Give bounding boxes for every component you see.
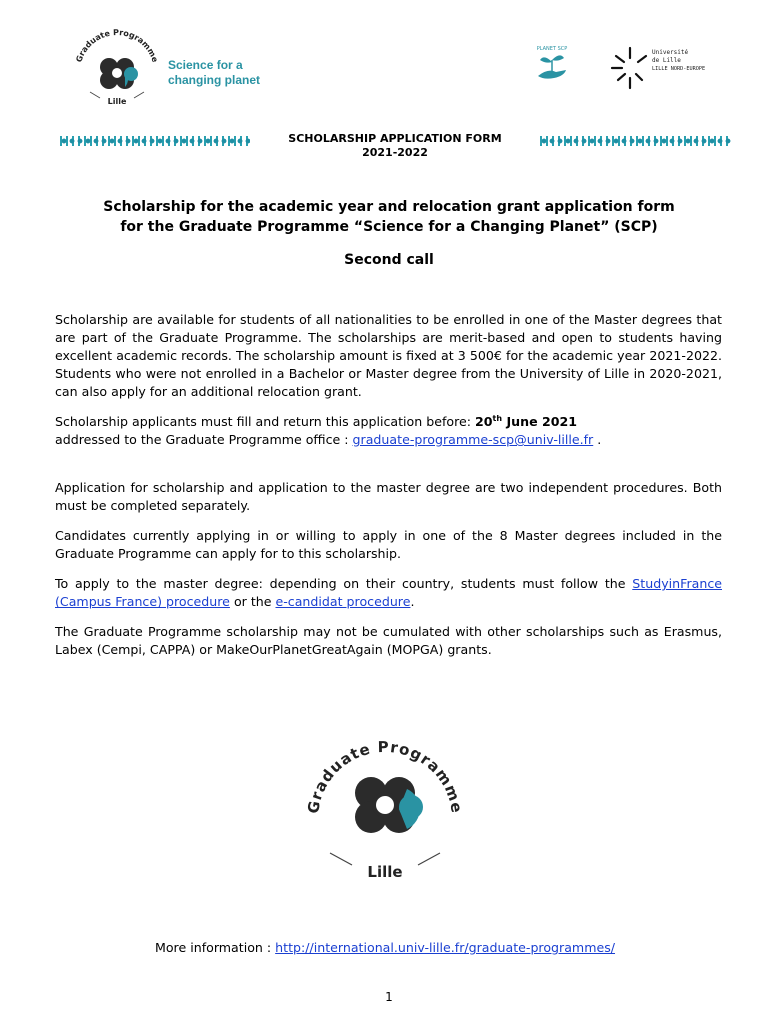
tagline-line2: changing planet	[168, 73, 261, 87]
paragraph-independent-procedures: Application for scholarship and application to the master degree are two independent procedures. Both must be completed separately.	[55, 480, 722, 514]
more-information	[0, 939, 770, 957]
page-subtitle: Second call	[344, 252, 434, 268]
graduate-programme-emblem-icon	[70, 28, 164, 108]
paragraph-eligibility: Scholarship are available for students of all nationalities to be enrolled in one of the Master degrees that are part of the Graduate Programme. The scholarships are merit-based and open to students having excellent academic records. The scholarship amount is fixed at 3 500€ for the academic year 2021-2022. Students who were not enrolled in a Bachelor or Master degree from the University of Lille in 2020-2021, can also apply for an additional relocation grant.	[55, 312, 722, 399]
form-label-year: 2021-2022	[362, 146, 428, 159]
partner-logo-2-line2: de Lille	[652, 57, 681, 64]
deadline-address-prefix: addressed to the Graduate Programme office :	[55, 432, 353, 448]
logo-arc-top-text: Graduate Programme	[74, 28, 160, 64]
decorative-band-left	[60, 136, 250, 146]
graduate-programme-emblem-icon	[300, 735, 470, 885]
paragraph-deadline: Scholarship applicants must fill and return this application before: 20th June 2021 addressed to the Graduate Programme office : graduate-programme-scp@univ-lille.fr .	[55, 414, 602, 448]
decorative-band-right	[540, 136, 732, 146]
university-star-icon	[608, 44, 738, 90]
svg-text:Graduate Programme	[74, 28, 159, 64]
page-title-line1: Scholarship for the academic year and relocation grant application form	[103, 199, 675, 215]
tagline	[168, 58, 260, 88]
graduate-programme-logo-large	[300, 735, 470, 885]
partner-logo-2-line1: Université	[652, 49, 689, 56]
graduate-programme-logo	[70, 28, 164, 108]
page-number: 1	[385, 990, 393, 1004]
deadline-intro: Scholarship applicants must fill and return this application before:	[55, 414, 475, 430]
deadline-date: 20th June 2021	[475, 414, 578, 430]
partner-logo-1-text: PLANET SCP	[536, 46, 568, 52]
page-title	[40, 197, 738, 270]
partner-logo-planet	[530, 42, 574, 84]
large-logo-arc-text: Graduate Programme	[304, 737, 466, 815]
e-candidat-link[interactable]: e-candidat procedure	[275, 594, 411, 610]
international-graduate-programmes-link[interactable]: http://international.univ-lille.fr/graduate-programmes/	[275, 940, 616, 955]
page-title-line2: for the Graduate Programme “Science for a Changing Planet” (SCP)	[120, 219, 658, 235]
more-information-label: More information :	[154, 940, 276, 955]
plant-hand-icon	[530, 42, 574, 84]
paragraph-apply-master: To apply to the master degree: depending on their country, students must follow the StudyinFrance (Campus France) procedure or the e-candidat procedure.	[55, 576, 722, 610]
form-label	[250, 132, 540, 160]
partner-logo-2-line3: LILLE NORD-EUROPE	[652, 66, 706, 72]
logo-lille-text: Lille	[107, 97, 127, 106]
office-email-link[interactable]: graduate-programme-scp@univ-lille.fr	[352, 432, 594, 448]
document-body	[55, 311, 722, 659]
partner-logo-universite	[608, 44, 738, 90]
paragraph-cumulation: The Graduate Programme scholarship may not be cumulated with other scholarships such as Erasmus, Labex (Cempi, CAPPA) or MakeOurPlanetGreatAgain (MOPGA) grants.	[55, 624, 722, 658]
paragraph-candidates: Candidates currently applying in or willing to apply in one of the 8 Master degrees included in the Graduate Programme can apply for to this scholarship.	[55, 528, 722, 562]
large-logo-lille-text: Lille	[367, 863, 403, 881]
form-label-title: SCHOLARSHIP APPLICATION FORM	[288, 132, 502, 145]
tagline-line1: Science for a	[168, 58, 243, 72]
studyinfrance-link[interactable]: StudyinFrance (Campus France) procedure	[55, 576, 722, 610]
